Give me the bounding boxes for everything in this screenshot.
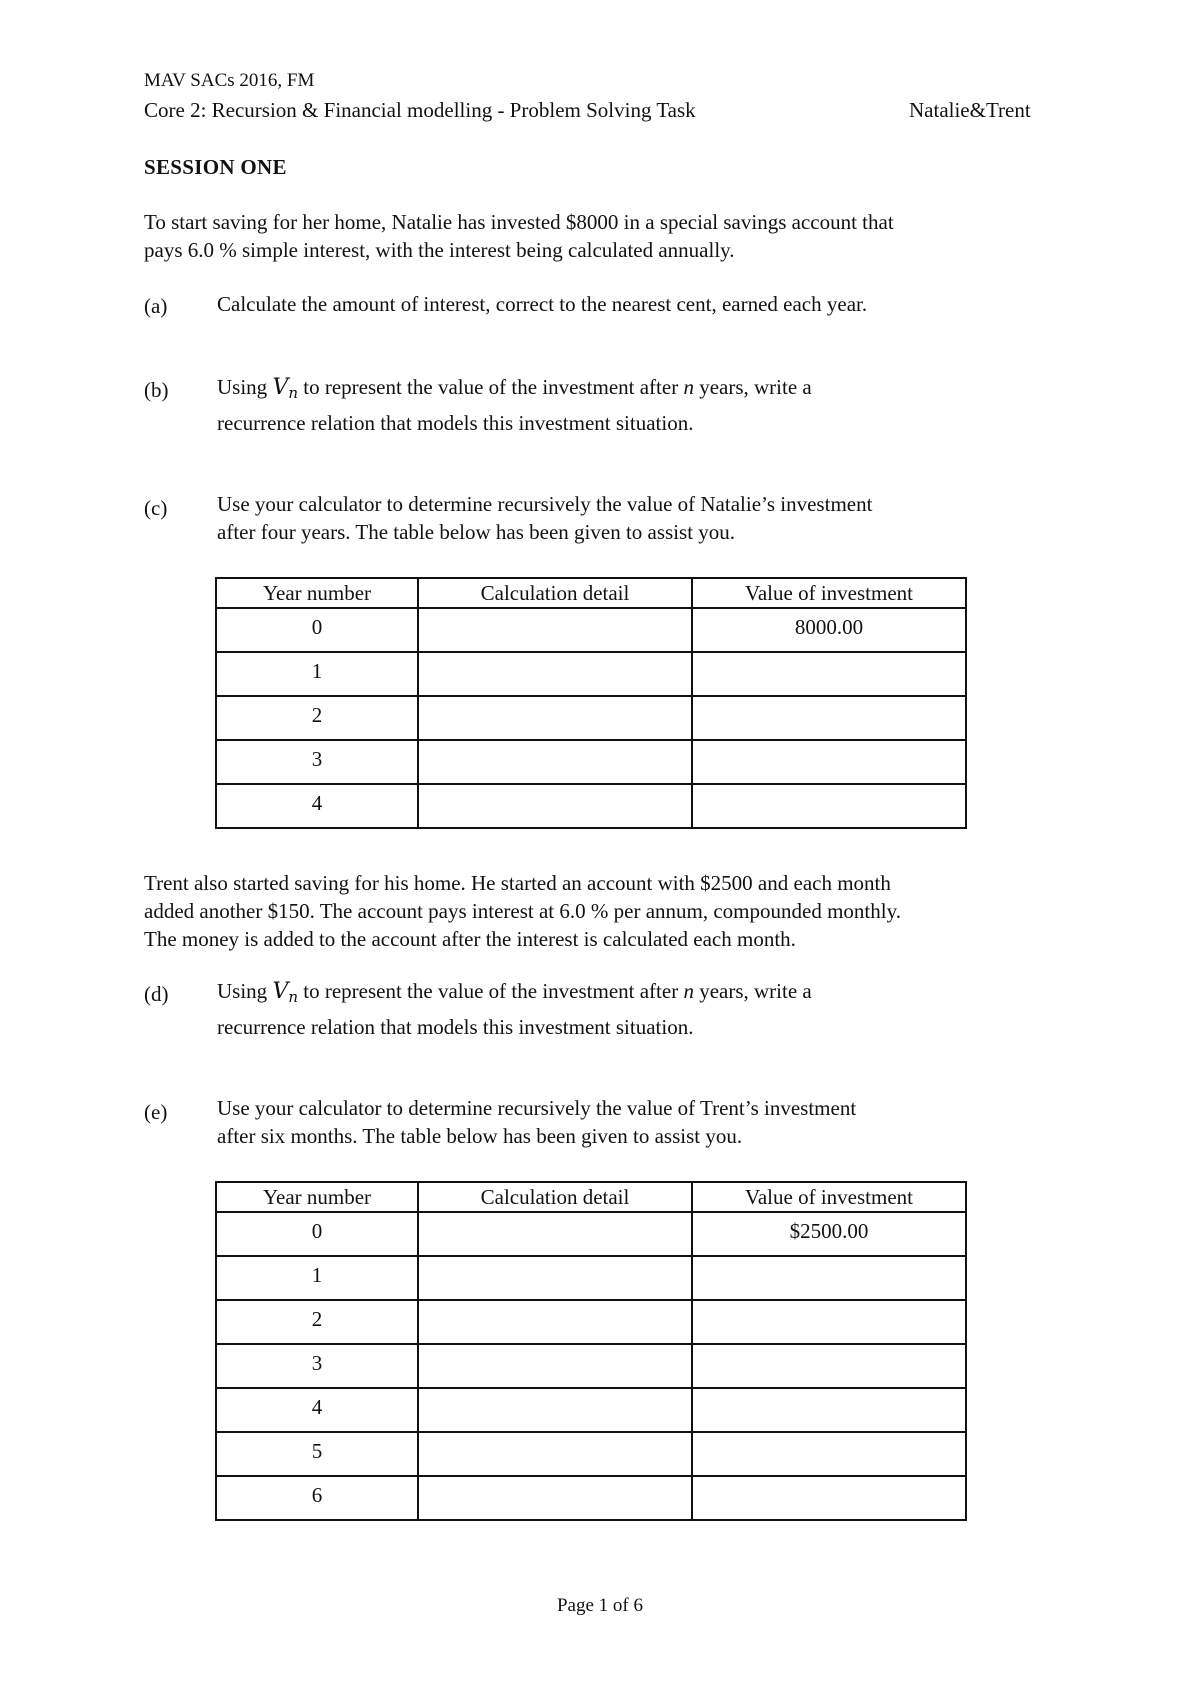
question-d-line-2: recurrence relation that models this investment situation. — [217, 1015, 694, 1039]
year-cell: 3 — [216, 1344, 418, 1388]
value-cell — [692, 1256, 966, 1300]
calculation-cell — [418, 740, 692, 784]
value-cell — [692, 1388, 966, 1432]
intro-paragraph — [144, 208, 894, 264]
intro-line-2: pays 6.0 % simple interest, with the interest being calculated annually. — [144, 238, 735, 262]
calculation-cell — [418, 1344, 692, 1388]
table-row — [216, 652, 966, 696]
calculation-cell — [418, 784, 692, 828]
table-header-calculation: Calculation detail — [418, 578, 692, 608]
calculation-cell — [418, 1388, 692, 1432]
calculation-cell — [418, 1256, 692, 1300]
year-cell: 4 — [216, 1388, 418, 1432]
value-cell — [692, 1432, 966, 1476]
trent-intro-paragraph — [144, 869, 901, 953]
value-cell — [692, 1476, 966, 1520]
table-row — [216, 740, 966, 784]
trent-intro-line-2: added another $150. The account pays interest at 6.0 % per annum, compounded monthly. — [144, 899, 901, 923]
value-cell: 8000.00 — [692, 608, 966, 652]
trent-intro-line-3: The money is added to the account after the interest is calculated each month. — [144, 927, 796, 951]
value-cell — [692, 652, 966, 696]
table-header-value: Value of investment — [692, 578, 966, 608]
header-course-line: MAV SACs 2016, FM — [144, 70, 315, 91]
table-row — [216, 1344, 966, 1388]
table-row — [216, 1388, 966, 1432]
header-task-title: Core 2: Recursion & Financial modelling - Problem Solving Task — [144, 98, 696, 122]
trent-investment-table — [215, 1181, 967, 1521]
table-row — [216, 696, 966, 740]
year-cell: 0 — [216, 608, 418, 652]
question-b-line-1: Using $V_n$ to represent the value of the investment after n years, write a — [217, 375, 812, 402]
year-cell: 2 — [216, 1300, 418, 1344]
trent-intro-line-1: Trent also started saving for his home. He started an account with $2500 and each month — [144, 871, 891, 895]
question-a-text — [217, 287, 867, 321]
table-row — [216, 608, 966, 652]
natalie-investment-table — [215, 577, 967, 829]
session-title: SESSION ONE — [144, 155, 287, 179]
table-header-value: Value of investment — [692, 1182, 966, 1212]
value-cell — [692, 696, 966, 740]
year-cell: 6 — [216, 1476, 418, 1520]
calculation-cell — [418, 608, 692, 652]
table-row — [216, 784, 966, 828]
table-row — [216, 1256, 966, 1300]
question-a-line-1: Calculate the amount of interest, correct to the nearest cent, earned each year. — [217, 292, 868, 316]
question-d-label: (d) — [144, 982, 169, 1006]
question-e-line-2: after six months. The table below has been given to assist you. — [217, 1124, 743, 1148]
header-names: Natalie&Trent — [909, 98, 1031, 122]
question-a-label: (a) — [144, 294, 168, 318]
year-cell: 5 — [216, 1432, 418, 1476]
question-d-line-1: Using $V_n$ to represent the value of the investment after n years, write a — [217, 979, 812, 1006]
calculation-cell — [418, 1300, 692, 1344]
question-c-line-2: after four years. The table below has been given to assist you. — [217, 520, 736, 544]
calculation-cell — [418, 652, 692, 696]
calculation-cell — [418, 1212, 692, 1256]
table-header-row — [216, 578, 966, 608]
question-c-label: (c) — [144, 496, 168, 520]
value-cell — [692, 740, 966, 784]
year-cell: 2 — [216, 696, 418, 740]
table-header-year: Year number — [216, 1182, 418, 1212]
question-b-text — [217, 370, 812, 440]
value-cell: $2500.00 — [692, 1212, 966, 1256]
table-header-calculation: Calculation detail — [418, 1182, 692, 1212]
value-cell — [692, 784, 966, 828]
year-cell: 3 — [216, 740, 418, 784]
calculation-cell — [418, 1432, 692, 1476]
table-row — [216, 1476, 966, 1520]
year-cell: 1 — [216, 1256, 418, 1300]
value-cell — [692, 1300, 966, 1344]
question-b-line-2: recurrence relation that models this investment situation. — [217, 411, 694, 435]
table-header-row — [216, 1182, 966, 1212]
year-cell: 1 — [216, 652, 418, 696]
calculation-cell — [418, 696, 692, 740]
question-c-text — [217, 490, 872, 546]
value-cell — [692, 1344, 966, 1388]
question-d-text — [217, 974, 812, 1044]
question-e-text — [217, 1094, 856, 1150]
year-cell: 4 — [216, 784, 418, 828]
calculation-cell — [418, 1476, 692, 1520]
table-header-year: Year number — [216, 578, 418, 608]
question-b-label: (b) — [144, 378, 169, 402]
table-row — [216, 1432, 966, 1476]
question-e-label: (e) — [144, 1100, 168, 1124]
table-row — [216, 1300, 966, 1344]
question-e-line-1: Use your calculator to determine recursively the value of Trent’s investment — [217, 1096, 857, 1120]
page-number: Page 1 of 6 — [556, 1595, 643, 1616]
table-row — [216, 1212, 966, 1256]
intro-line-1: To start saving for her home, Natalie has invested $8000 in a special savings account that — [144, 210, 894, 234]
question-c-line-1: Use your calculator to determine recursively the value of Natalie’s investment — [217, 492, 873, 516]
year-cell: 0 — [216, 1212, 418, 1256]
